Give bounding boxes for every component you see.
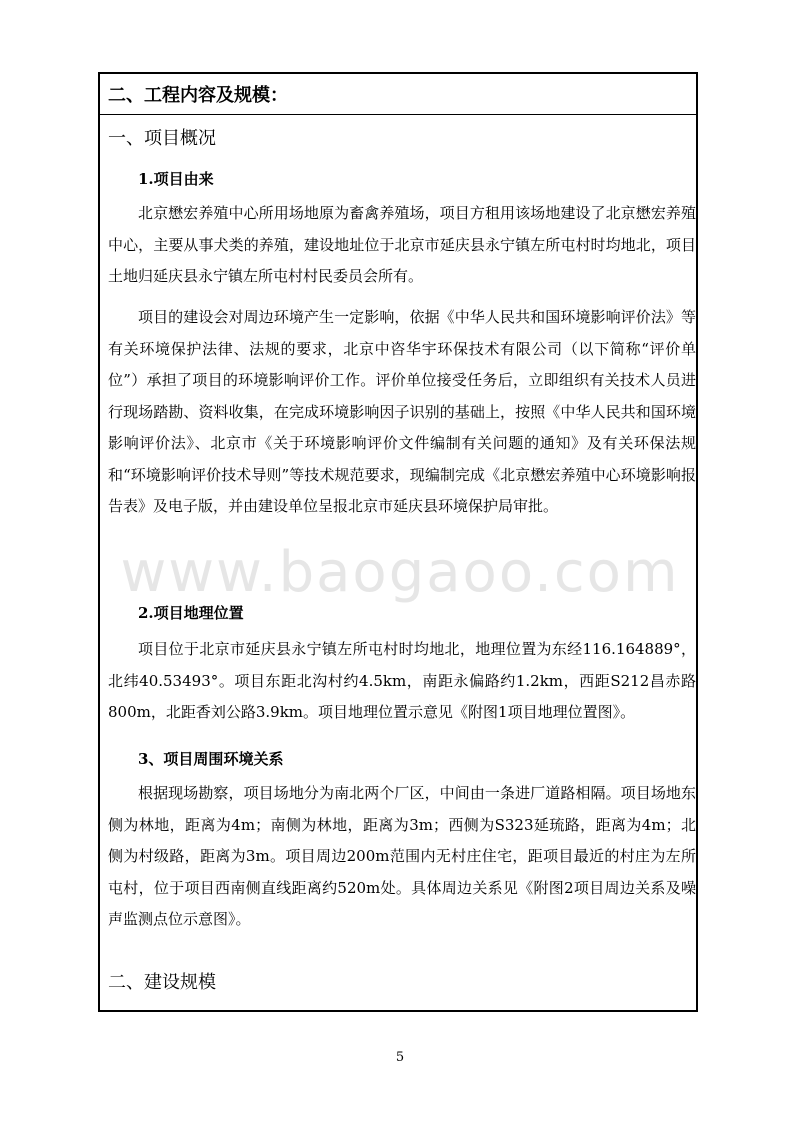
surroundings-heading: 3、项目周围环境关系 [138,750,284,768]
origin-heading: 1.项目由来 [138,170,214,188]
section-title: 二、工程内容及规模： [108,85,288,106]
surroundings-paragraph: 根据现场勘察，项目场地分为南北两个厂区，中间由一条进厂道路相隔。项目场地东侧为林地，距离为4m；南侧为林地，距离为3m；西侧为S323延琉路，距离为4m；北侧为村级路，距离为3m。项目周边200m范围内无村庄住宅，距项目最近的村庄为左所屯村，位于项目西南侧直线距离约520m处。具体周边关系见《附图2项目周边关系及噪声监测点位示意图》。 [108,784,696,928]
watermark: www.baogaoo.com [120,540,680,605]
page-number: 5 [395,1050,405,1065]
overview-heading: 一、项目概况 [108,128,216,149]
scale-heading: 二、建设规模 [108,972,216,993]
origin-paragraph-1: 北京懋宏养殖中心所用场地原为畜禽养殖场，项目方租用该场地建设了北京懋宏养殖中心，主要从事犬类的养殖，建设地址位于北京市延庆县永宁镇左所屯村时均地北，项目土地归延庆县永宁镇左所屯村村民委员会所有。 [108,204,696,285]
origin-paragraph-2: 项目的建设会对周边环境产生一定影响，依据《中华人民共和国环境影响评价法》等有关环境保护法律、法规的要求，北京中咨华宇环保技术有限公司（以下简称“评价单位”）承担了项目的环境影响评价工作。评价单位接受任务后，立即组织有关技术人员进行现场踏勘、资料收集，在完成环境影响因子识别的基础上，按照《中华人民共和国环境影响评价法》、北京市《关于环境影响评价文件编制有关问题的通知》及有关环保法规和“环境影响评价技术导则”等技术规范要求，现编制完成《北京懋宏养殖中心环境影响报告表》及电子版，并由建设单位呈报北京市延庆县环境保护局审批。 [108,308,696,515]
location-heading: 2.项目地理位置 [138,604,244,622]
content-frame [98,72,698,1012]
location-paragraph: 项目位于北京市延庆县永宁镇左所屯村时均地北，地理位置为东经116.164889°，北纬40.53493°。项目东距北沟村约4.5km，南距永偏路约1.2km，西距S212昌赤路800m，北距香刘公路3.9km。项目地理位置示意见《附图1项目地理位置图》。 [108,640,696,721]
title-row [100,74,696,115]
